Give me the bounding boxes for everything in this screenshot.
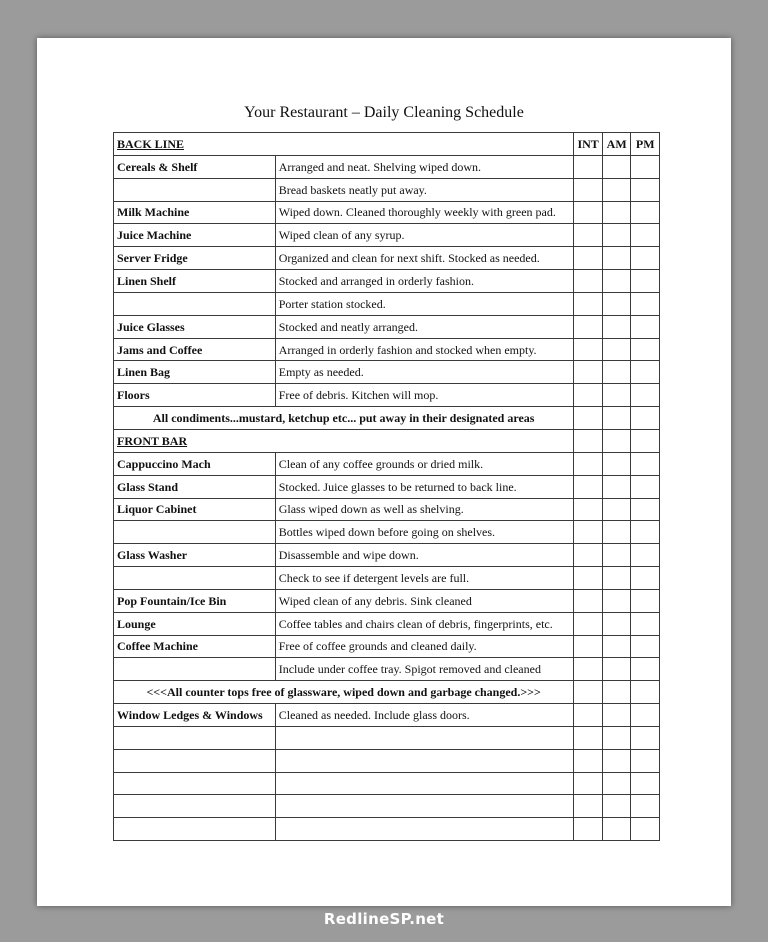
check-cell-int[interactable] xyxy=(574,361,603,384)
table-row xyxy=(114,795,660,818)
item-description xyxy=(275,795,574,818)
check-cell-pm[interactable] xyxy=(631,498,660,521)
column-header-pm: PM xyxy=(631,133,660,156)
item-name: Floors xyxy=(114,384,276,407)
table-row xyxy=(114,818,660,841)
check-cell-pm[interactable] xyxy=(631,818,660,841)
table-row xyxy=(114,384,660,407)
check-cell[interactable] xyxy=(631,429,660,452)
item-name: Liquor Cabinet xyxy=(114,498,276,521)
item-description: Coffee tables and chairs clean of debris, fingerprints, etc. xyxy=(275,612,574,635)
check-cell-pm[interactable] xyxy=(631,681,660,704)
item-description: Arranged and neat. Shelving wiped down. xyxy=(275,155,574,178)
check-cell-int[interactable] xyxy=(574,224,603,247)
check-cell-pm[interactable] xyxy=(631,338,660,361)
item-description xyxy=(275,726,574,749)
check-cell-pm[interactable] xyxy=(631,704,660,727)
check-cell-pm[interactable] xyxy=(631,726,660,749)
item-name: Pop Fountain/Ice Bin xyxy=(114,589,276,612)
item-description: Free of debris. Kitchen will mop. xyxy=(275,384,574,407)
item-name: Juice Machine xyxy=(114,224,276,247)
item-name: Server Fridge xyxy=(114,247,276,270)
check-cell-int[interactable] xyxy=(574,681,603,704)
check-cell-int[interactable] xyxy=(574,795,603,818)
check-cell-am[interactable] xyxy=(602,201,631,224)
check-cell-am[interactable] xyxy=(602,818,631,841)
item-description: Free of coffee grounds and cleaned daily. xyxy=(275,635,574,658)
section-header-row xyxy=(114,429,660,452)
item-name: Milk Machine xyxy=(114,201,276,224)
check-cell-int[interactable] xyxy=(574,544,603,567)
check-cell-pm[interactable] xyxy=(631,589,660,612)
check-cell-pm[interactable] xyxy=(631,658,660,681)
item-description: Stocked and neatly arranged. xyxy=(275,315,574,338)
table-row xyxy=(114,270,660,293)
check-cell-int[interactable] xyxy=(574,818,603,841)
check-cell-int[interactable] xyxy=(574,589,603,612)
section-header-row xyxy=(114,133,660,156)
table-row xyxy=(114,589,660,612)
check-cell-pm[interactable] xyxy=(631,452,660,475)
check-cell-am[interactable] xyxy=(602,521,631,544)
check-cell-pm[interactable] xyxy=(631,155,660,178)
check-cell-pm[interactable] xyxy=(631,475,660,498)
table-row xyxy=(114,658,660,681)
check-cell-int[interactable] xyxy=(574,201,603,224)
check-cell-int[interactable] xyxy=(574,704,603,727)
item-description: Glass wiped down as well as shelving. xyxy=(275,498,574,521)
check-cell-pm[interactable] xyxy=(631,384,660,407)
table-row xyxy=(114,178,660,201)
check-cell-am[interactable] xyxy=(602,567,631,590)
check-cell-pm[interactable] xyxy=(631,795,660,818)
column-header-int: INT xyxy=(574,133,603,156)
table-row xyxy=(114,726,660,749)
item-name: Window Ledges & Windows xyxy=(114,704,276,727)
check-cell-am[interactable] xyxy=(602,772,631,795)
check-cell-pm[interactable] xyxy=(631,567,660,590)
table-row xyxy=(114,612,660,635)
item-description: Organized and clean for next shift. Stocked as needed. xyxy=(275,247,574,270)
item-name: Cereals & Shelf xyxy=(114,155,276,178)
item-name: Glass Washer xyxy=(114,544,276,567)
item-name: Coffee Machine xyxy=(114,635,276,658)
check-cell-pm[interactable] xyxy=(631,635,660,658)
item-description: Arranged in orderly fashion and stocked when empty. xyxy=(275,338,574,361)
check-cell-pm[interactable] xyxy=(631,247,660,270)
item-description: Wiped down. Cleaned thoroughly weekly with green pad. xyxy=(275,201,574,224)
check-cell-int[interactable] xyxy=(574,292,603,315)
check-cell-int[interactable] xyxy=(574,247,603,270)
check-cell-am[interactable] xyxy=(602,224,631,247)
check-cell-pm[interactable] xyxy=(631,612,660,635)
check-cell-pm[interactable] xyxy=(631,270,660,293)
check-cell-am[interactable] xyxy=(602,635,631,658)
check-cell-pm[interactable] xyxy=(631,315,660,338)
section-note: All condiments...mustard, ketchup etc... put away in their designated areas xyxy=(114,407,574,430)
item-description: Bottles wiped down before going on shelves. xyxy=(275,521,574,544)
check-cell-pm[interactable] xyxy=(631,178,660,201)
table-row xyxy=(114,772,660,795)
item-name xyxy=(114,818,276,841)
item-name: Juice Glasses xyxy=(114,315,276,338)
item-name: Jams and Coffee xyxy=(114,338,276,361)
item-description xyxy=(275,772,574,795)
check-cell-am[interactable] xyxy=(602,407,631,430)
check-cell-int[interactable] xyxy=(574,567,603,590)
check-cell-int[interactable] xyxy=(574,270,603,293)
check-cell-am[interactable] xyxy=(602,247,631,270)
check-cell-int[interactable] xyxy=(574,658,603,681)
check-cell-am[interactable] xyxy=(602,795,631,818)
check-cell-int[interactable] xyxy=(574,475,603,498)
table-row xyxy=(114,361,660,384)
table-row xyxy=(114,544,660,567)
item-name: Lounge xyxy=(114,612,276,635)
check-cell-am[interactable] xyxy=(602,749,631,772)
table-row xyxy=(114,567,660,590)
item-description: Check to see if detergent levels are full. xyxy=(275,567,574,590)
check-cell-int[interactable] xyxy=(574,407,603,430)
item-description: Porter station stocked. xyxy=(275,292,574,315)
section-note: <<<All counter tops free of glassware, wiped down and garbage changed.>>> xyxy=(114,681,574,704)
section-note-row xyxy=(114,407,660,430)
table-row xyxy=(114,247,660,270)
item-description: Stocked and arranged in orderly fashion. xyxy=(275,270,574,293)
check-cell-int[interactable] xyxy=(574,772,603,795)
item-description: Empty as needed. xyxy=(275,361,574,384)
table-row xyxy=(114,292,660,315)
check-cell-am[interactable] xyxy=(602,658,631,681)
check-cell-am[interactable] xyxy=(602,384,631,407)
table-row xyxy=(114,315,660,338)
section-note-row xyxy=(114,681,660,704)
item-name xyxy=(114,658,276,681)
check-cell-pm[interactable] xyxy=(631,772,660,795)
check-cell-am[interactable] xyxy=(602,612,631,635)
check-cell-int[interactable] xyxy=(574,452,603,475)
item-name: Linen Bag xyxy=(114,361,276,384)
check-cell-int[interactable] xyxy=(574,315,603,338)
check-cell-am[interactable] xyxy=(602,589,631,612)
page-title: Your Restaurant – Daily Cleaning Schedule xyxy=(244,104,524,121)
check-cell-int[interactable] xyxy=(574,338,603,361)
check-cell-am[interactable] xyxy=(602,338,631,361)
table-row xyxy=(114,224,660,247)
item-name: Glass Stand xyxy=(114,475,276,498)
item-name xyxy=(114,749,276,772)
check-cell-int[interactable] xyxy=(574,178,603,201)
check-cell-int[interactable] xyxy=(574,612,603,635)
schedule-body xyxy=(114,133,660,841)
check-cell-int[interactable] xyxy=(574,521,603,544)
check-cell-am[interactable] xyxy=(602,726,631,749)
table-row xyxy=(114,338,660,361)
item-description: Wiped clean of any syrup. xyxy=(275,224,574,247)
check-cell-pm[interactable] xyxy=(631,407,660,430)
item-description: Clean of any coffee grounds or dried milk. xyxy=(275,452,574,475)
item-name xyxy=(114,795,276,818)
table-row xyxy=(114,452,660,475)
check-cell-am[interactable] xyxy=(602,498,631,521)
schedule-page xyxy=(37,38,731,906)
check-cell-am[interactable] xyxy=(602,704,631,727)
watermark: RedlineSP.net xyxy=(323,910,445,928)
check-cell-pm[interactable] xyxy=(631,544,660,567)
check-cell-int[interactable] xyxy=(574,749,603,772)
check-cell-int[interactable] xyxy=(574,498,603,521)
item-name: Cappuccino Mach xyxy=(114,452,276,475)
item-description: Wiped clean of any debris. Sink cleaned xyxy=(275,589,574,612)
item-name xyxy=(114,567,276,590)
item-description xyxy=(275,749,574,772)
check-cell-am[interactable] xyxy=(602,315,631,338)
table-row xyxy=(114,749,660,772)
item-name xyxy=(114,521,276,544)
check-cell-am[interactable] xyxy=(602,178,631,201)
item-name xyxy=(114,772,276,795)
check-cell-int[interactable] xyxy=(574,635,603,658)
check-cell-pm[interactable] xyxy=(631,521,660,544)
item-description: Cleaned as needed. Include glass doors. xyxy=(275,704,574,727)
item-description: Include under coffee tray. Spigot removed and cleaned xyxy=(275,658,574,681)
check-cell-pm[interactable] xyxy=(631,224,660,247)
check-cell-int[interactable] xyxy=(574,155,603,178)
check-cell-am[interactable] xyxy=(602,270,631,293)
item-name xyxy=(114,292,276,315)
check-cell[interactable] xyxy=(602,429,631,452)
table-row xyxy=(114,498,660,521)
check-cell-int[interactable] xyxy=(574,726,603,749)
item-name xyxy=(114,178,276,201)
check-cell-am[interactable] xyxy=(602,361,631,384)
check-cell-am[interactable] xyxy=(602,292,631,315)
check-cell-pm[interactable] xyxy=(631,749,660,772)
column-header-am: AM xyxy=(602,133,631,156)
check-cell-pm[interactable] xyxy=(631,361,660,384)
check-cell[interactable] xyxy=(574,429,603,452)
table-row xyxy=(114,475,660,498)
item-description: Disassemble and wipe down. xyxy=(275,544,574,567)
section-header: FRONT BAR xyxy=(114,429,574,452)
section-header: BACK LINE xyxy=(114,133,574,156)
table-row xyxy=(114,704,660,727)
table-row xyxy=(114,201,660,224)
cleaning-schedule-table xyxy=(113,132,660,841)
item-name: Linen Shelf xyxy=(114,270,276,293)
table-row xyxy=(114,635,660,658)
item-description: Bread baskets neatly put away. xyxy=(275,178,574,201)
check-cell-am[interactable] xyxy=(602,544,631,567)
check-cell-int[interactable] xyxy=(574,384,603,407)
item-description: Stocked. Juice glasses to be returned to back line. xyxy=(275,475,574,498)
table-row xyxy=(114,521,660,544)
item-description xyxy=(275,818,574,841)
check-cell-am[interactable] xyxy=(602,452,631,475)
check-cell-am[interactable] xyxy=(602,475,631,498)
check-cell-pm[interactable] xyxy=(631,292,660,315)
item-name xyxy=(114,726,276,749)
check-cell-pm[interactable] xyxy=(631,201,660,224)
check-cell-am[interactable] xyxy=(602,155,631,178)
check-cell-am[interactable] xyxy=(602,681,631,704)
table-row xyxy=(114,155,660,178)
